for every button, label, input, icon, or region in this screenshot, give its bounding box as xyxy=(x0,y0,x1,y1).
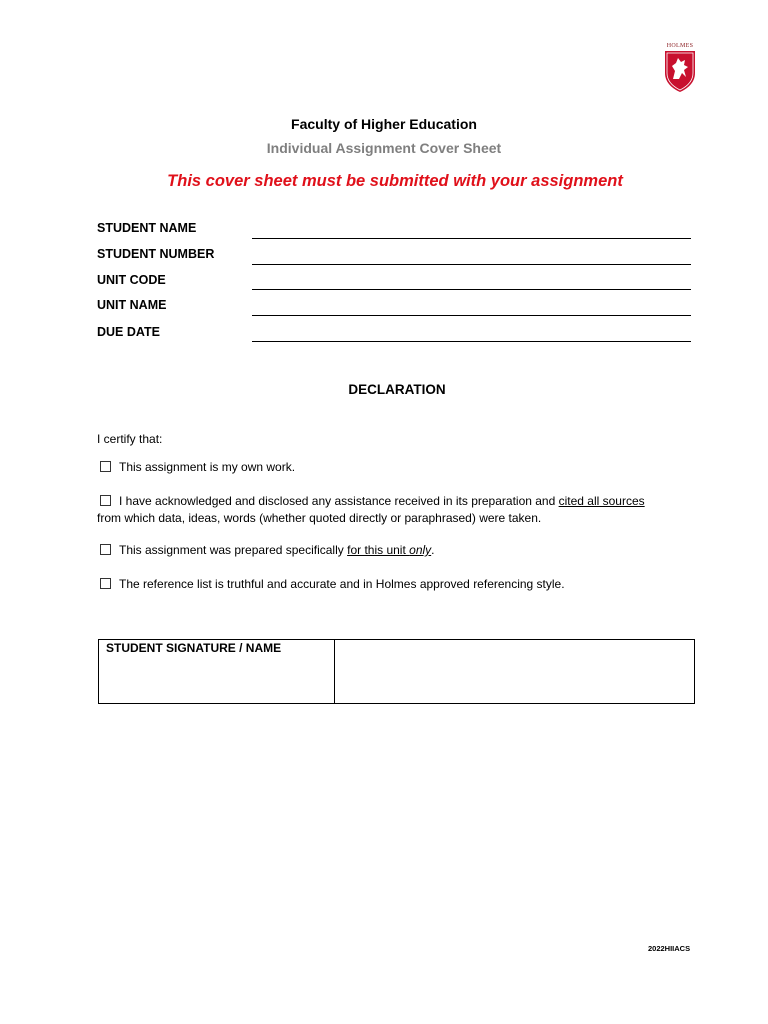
item-unit-text: This assignment was prepared specifically xyxy=(119,543,348,557)
checkbox-own-work[interactable] xyxy=(100,461,111,472)
form-code: 2022HIIACS xyxy=(648,944,691,953)
student-name-field[interactable] xyxy=(252,238,691,239)
unit-name-field[interactable] xyxy=(252,315,691,316)
signature-label-cell xyxy=(99,640,335,703)
item-sources-underlined: cited all sources xyxy=(558,494,645,508)
checkbox-sources[interactable] xyxy=(100,495,111,506)
item-unit-end: . xyxy=(431,543,435,557)
due-date-field[interactable] xyxy=(252,341,691,342)
item-unit-underlined xyxy=(347,543,431,557)
signature-table xyxy=(98,639,695,704)
item-unit-italic: only xyxy=(409,543,432,557)
holmes-logo xyxy=(660,43,700,95)
item-reference-text: The reference list is truthful and accurate and in Holmes approved referencing style. xyxy=(119,577,565,591)
submission-notice: This cover sheet must be submitted with your assignment xyxy=(167,172,623,190)
due-date-label: DUE DATE xyxy=(97,325,160,339)
item-sources-text-a: I have acknowledged and disclosed any assistance received in its preparation and xyxy=(119,494,559,508)
declaration-item-unit xyxy=(100,542,435,559)
sheet-title: Individual Assignment Cover Sheet xyxy=(266,140,502,156)
declaration-title: DECLARATION xyxy=(348,382,446,397)
logo-text: HOLMES xyxy=(666,43,694,49)
faculty-title: Faculty of Higher Education xyxy=(291,116,477,132)
unit-code-field[interactable] xyxy=(252,289,691,290)
item-sources-text-b: from which data, ideas, words (whether quoted directly or paraphrased) were taken. xyxy=(97,511,542,525)
item-own-work-text: This assignment is my own work. xyxy=(119,460,296,474)
student-name-label: STUDENT NAME xyxy=(97,221,197,235)
declaration-item-reference xyxy=(100,576,565,593)
declaration-item-own-work xyxy=(100,459,295,476)
declaration-item-sources xyxy=(100,493,700,510)
student-number-label: STUDENT NUMBER xyxy=(97,247,215,261)
checkbox-reference[interactable] xyxy=(100,578,111,589)
checkbox-unit[interactable] xyxy=(100,544,111,555)
signature-label: STUDENT SIGNATURE / NAME xyxy=(106,641,282,655)
declaration-intro: I certify that: xyxy=(97,432,163,446)
student-number-field[interactable] xyxy=(252,264,691,265)
unit-code-label: UNIT CODE xyxy=(97,273,166,287)
shield-icon xyxy=(660,49,700,93)
item-unit-underlined-text: for this unit xyxy=(347,543,410,557)
unit-name-label: UNIT NAME xyxy=(97,298,167,312)
signature-field[interactable] xyxy=(335,640,694,703)
